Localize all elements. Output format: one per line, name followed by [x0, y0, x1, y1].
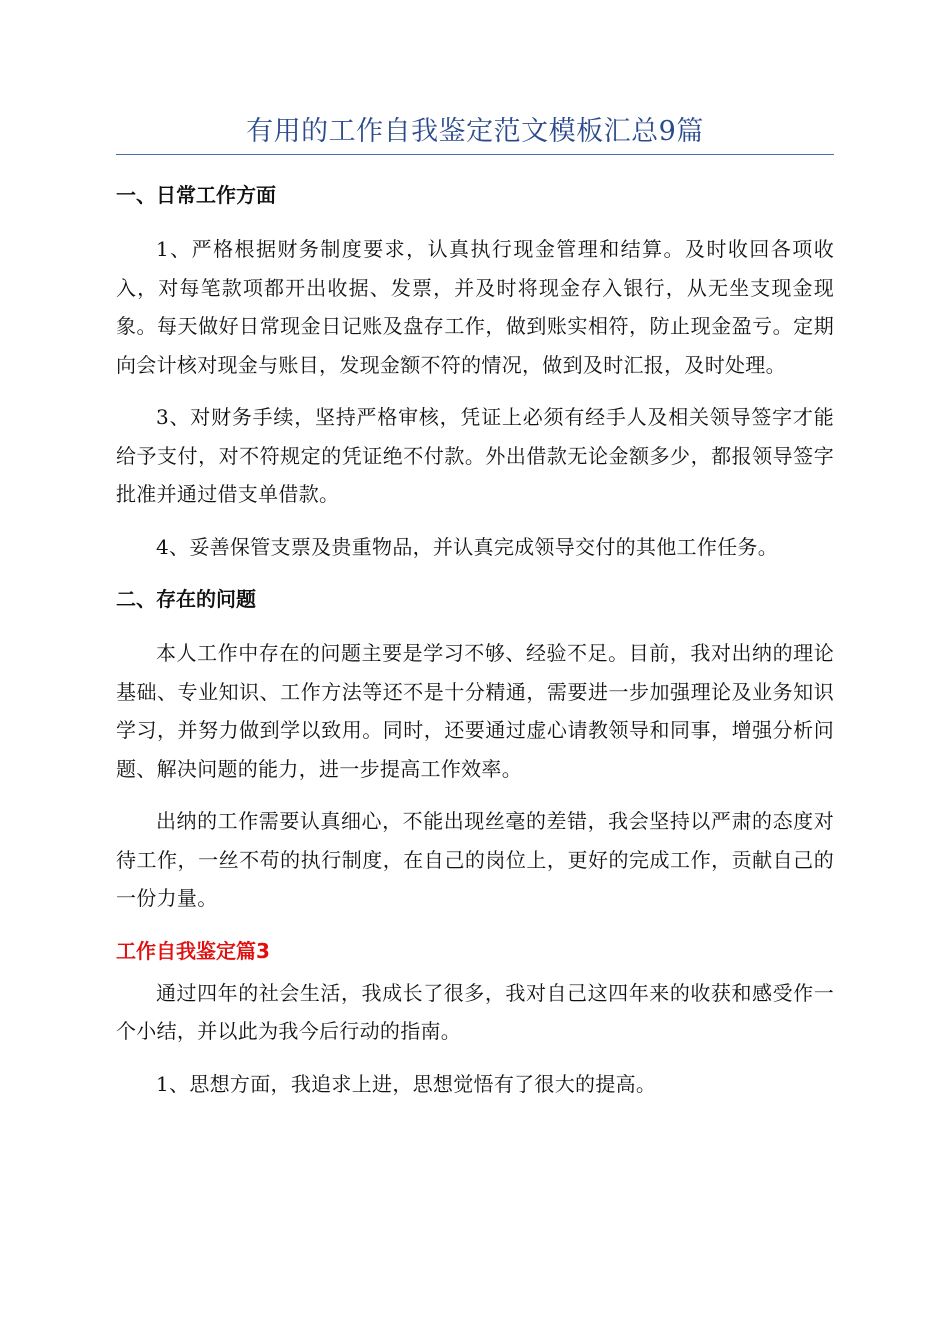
document-body — [116, 176, 834, 1103]
paragraph: 1、严格根据财务制度要求，认真执行现金管理和结算。及时收回各项收入，对每笔款项都开出收据、发票，并及时将现金存入银行，从无坐支现金现象。每天做好日常现金日记账及盘存工作，做到账实相符，防止现金盈亏。定期向会计核对现金与账目，发现金额不符的情况，做到及时汇报，及时处理。 — [116, 237, 834, 377]
paragraph: 出纳的工作需要认真细心，不能出现丝毫的差错，我会坚持以严肃的态度对待工作，一丝不苟的执行制度，在自己的岗位上，更好的完成工作，贡献自己的一份力量。 — [116, 809, 834, 910]
section-heading: 一、日常工作方面 — [116, 183, 276, 207]
section-heading: 二、存在的问题 — [116, 587, 256, 611]
title-underline — [116, 154, 834, 155]
section-daily-work — [116, 176, 834, 566]
paragraph: 本人工作中存在的问题主要是学习不够、经验不足。目前，我对出纳的理论基础、专业知识、工作方法等还不是十分精通，需要进一步加强理论及业务知识学习，并努力做到学以致用。同时，还要通过虚心请教领导和同事，增强分析问题、解决问题的能力，进一步提高工作效率。 — [116, 641, 834, 781]
paragraph: 1、思想方面，我追求上进，思想觉悟有了很大的提高。 — [156, 1071, 657, 1096]
document-title: 有用的工作自我鉴定范文模板汇总9篇 — [246, 116, 704, 147]
section-article-3 — [116, 932, 834, 1104]
section-problems — [116, 580, 834, 918]
article-heading: 工作自我鉴定篇3 — [116, 938, 270, 963]
paragraph: 通过四年的社会生活，我成长了很多，我对自己这四年来的收获和感受作一个小结，并以此为我今后行动的指南。 — [116, 980, 834, 1043]
paragraph: 3、对财务手续，坚持严格审核，凭证上必须有经手人及相关领导签字才能给予支付，对不符规定的凭证绝不付款。外出借款无论金额多少，都报领导签字批准并通过借支单借款。 — [116, 405, 834, 506]
paragraph: 4、妥善保管支票及贵重物品，并认真完成领导交付的其他工作任务。 — [156, 534, 779, 559]
